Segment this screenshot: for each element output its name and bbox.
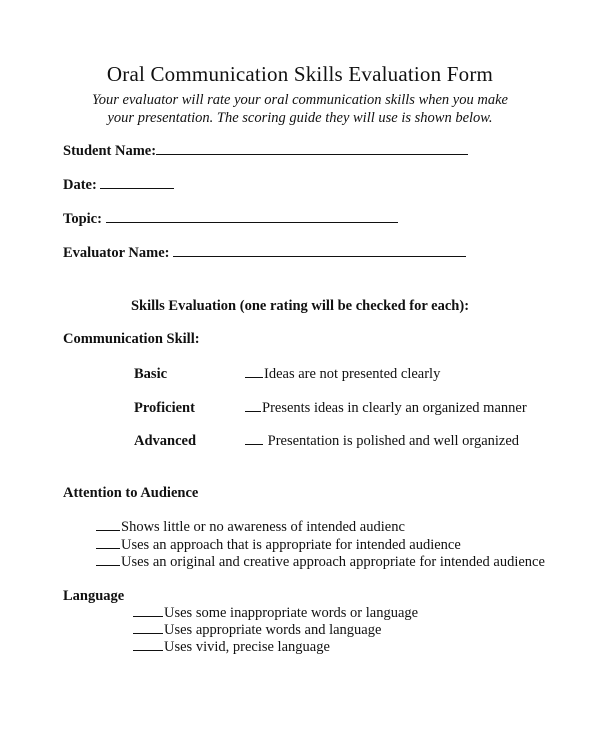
student-name-field <box>63 143 468 160</box>
attention-item-1 <box>96 519 405 536</box>
form-title: Oral Communication Skills Evaluation Form <box>106 62 494 86</box>
advanced-option <box>245 433 519 450</box>
attention-item-3 <box>96 554 545 571</box>
topic-label: Topic: <box>63 211 102 227</box>
skills-evaluation-heading: Skills Evaluation (one rating will be checked for each): <box>130 298 470 314</box>
communication-skill-heading: Communication Skill: <box>63 331 200 347</box>
language-checkbox-2[interactable] <box>133 632 163 634</box>
student-name-label: Student Name: <box>63 143 157 159</box>
attention-text-3: Uses an original and creative approach appropriate for intended audience <box>121 554 545 570</box>
form-subtitle-line2: your presentation. The scoring guide they will use is shown below. <box>107 110 493 126</box>
evaluator-name-field <box>63 245 466 262</box>
date-label: Date: <box>63 177 97 193</box>
language-text-2: Uses appropriate words and language <box>164 622 382 638</box>
attention-checkbox-1[interactable] <box>96 529 120 531</box>
attention-item-2 <box>96 537 461 554</box>
attention-text-1: Shows little or no awareness of intended audienc <box>121 519 405 535</box>
evaluator-name-line[interactable] <box>173 255 466 257</box>
advanced-checkbox[interactable] <box>245 443 263 445</box>
language-item-1 <box>133 605 418 622</box>
language-checkbox-3[interactable] <box>133 649 163 651</box>
attention-checkbox-2[interactable] <box>96 547 120 549</box>
language-text-1: Uses some inappropriate words or language <box>164 605 419 621</box>
language-heading: Language <box>63 588 125 604</box>
advanced-text: Presentation is polished and well organized <box>267 433 520 449</box>
topic-line[interactable] <box>106 221 398 223</box>
language-checkbox-1[interactable] <box>133 615 163 617</box>
evaluator-name-label: Evaluator Name: <box>63 245 170 261</box>
topic-field <box>63 211 398 228</box>
date-field <box>63 177 174 194</box>
date-line[interactable] <box>100 187 174 189</box>
basic-checkbox[interactable] <box>245 376 263 378</box>
attention-checkbox-3[interactable] <box>96 564 120 566</box>
proficient-checkbox[interactable] <box>245 410 261 412</box>
level-advanced: Advanced <box>134 433 197 449</box>
level-proficient: Proficient <box>134 400 195 416</box>
student-name-line[interactable] <box>156 153 468 155</box>
language-text-3: Uses vivid, precise language <box>164 639 330 655</box>
language-item-3 <box>133 639 330 656</box>
form-subtitle-line1: Your evaluator will rate your oral communication skills when you make <box>92 92 508 108</box>
proficient-text: Presents ideas in clearly an organized manner <box>262 400 527 416</box>
basic-text: Ideas are not presented clearly <box>264 366 441 382</box>
basic-option <box>245 366 440 383</box>
attention-heading: Attention to Audience <box>63 485 199 501</box>
level-basic: Basic <box>134 366 168 382</box>
attention-text-2: Uses an approach that is appropriate for intended audience <box>121 537 461 553</box>
language-item-2 <box>133 622 381 639</box>
proficient-option <box>245 400 527 417</box>
